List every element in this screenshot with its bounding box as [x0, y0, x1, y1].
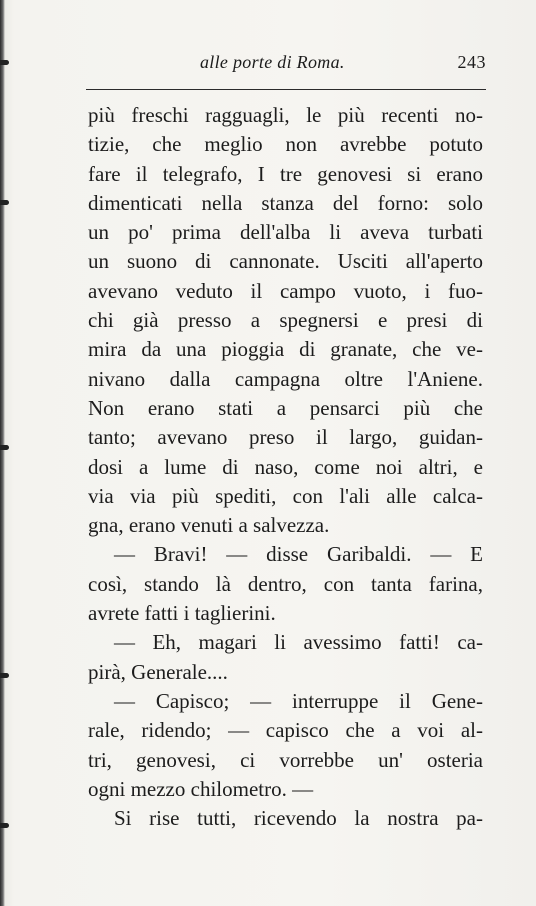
paragraph-end-line: pirà, Generale.... — [88, 659, 228, 684]
text-line: tanto; avevano preso il largo, guidan- — [88, 425, 483, 450]
binding-mark — [0, 200, 9, 205]
text-line: più freschi ragguagli, le più recenti no- — [88, 103, 483, 127]
text-line: tizie, che meglio non avrebbe potuto — [88, 132, 483, 157]
header-rule — [86, 89, 486, 90]
text-line: — Bravi! — disse Garibaldi. — E — [114, 542, 483, 567]
binding-mark — [0, 445, 9, 450]
running-title: alle porte di Roma. — [200, 52, 345, 72]
text-line: dimenticati nella stanza del forno: solo — [88, 190, 483, 215]
binding-edge — [0, 0, 5, 906]
paragraph-end-line: ogni mezzo chilometro. — — [88, 776, 314, 801]
text-line: un po' prima dell'alba li aveva turbati — [88, 220, 483, 245]
binding-mark — [0, 60, 9, 65]
text-line: mira da una pioggia di granate, che ve- — [88, 337, 483, 362]
text-line: dosi a lume di naso, come noi altri, e — [88, 454, 483, 479]
text-line: rale, ridendo; — capisco che a voi al- — [88, 718, 483, 743]
body-text — [88, 101, 483, 833]
text-line: nivano dalla campagna oltre l'Aniene. — [88, 366, 483, 391]
text-line: avevano veduto il campo vuoto, i fuo- — [88, 278, 483, 303]
paragraph-end-line: gna, erano venuti a salvezza. — [88, 513, 330, 538]
text-line: un suono di cannonate. Usciti all'aperto — [88, 249, 483, 274]
binding-mark — [0, 673, 9, 678]
text-line: Non erano stati a pensarci più che — [88, 395, 483, 420]
text-line: — Eh, magari li avessimo fatti! ca- — [114, 630, 483, 655]
paragraph-end-line: avrete fatti i taglierini. — [88, 601, 276, 626]
text-line: Si rise tutti, ricevendo la nostra pa- — [114, 806, 483, 831]
binding-mark — [0, 823, 9, 828]
text-line: fare il telegrafo, I tre genovesi si erano — [88, 161, 483, 186]
text-line: così, stando là dentro, con tanta farina, — [88, 571, 483, 596]
text-line: chi già presso a spegnersi e presi di — [88, 308, 483, 333]
text-line: tri, genovesi, ci vorrebbe un' osteria — [88, 747, 483, 772]
page-number: 243 — [457, 52, 486, 72]
text-line: — Capisco; — interruppe il Gene- — [114, 688, 483, 713]
page-header — [86, 52, 486, 78]
text-line: via via più spediti, con l'ali alle calca- — [88, 483, 483, 508]
